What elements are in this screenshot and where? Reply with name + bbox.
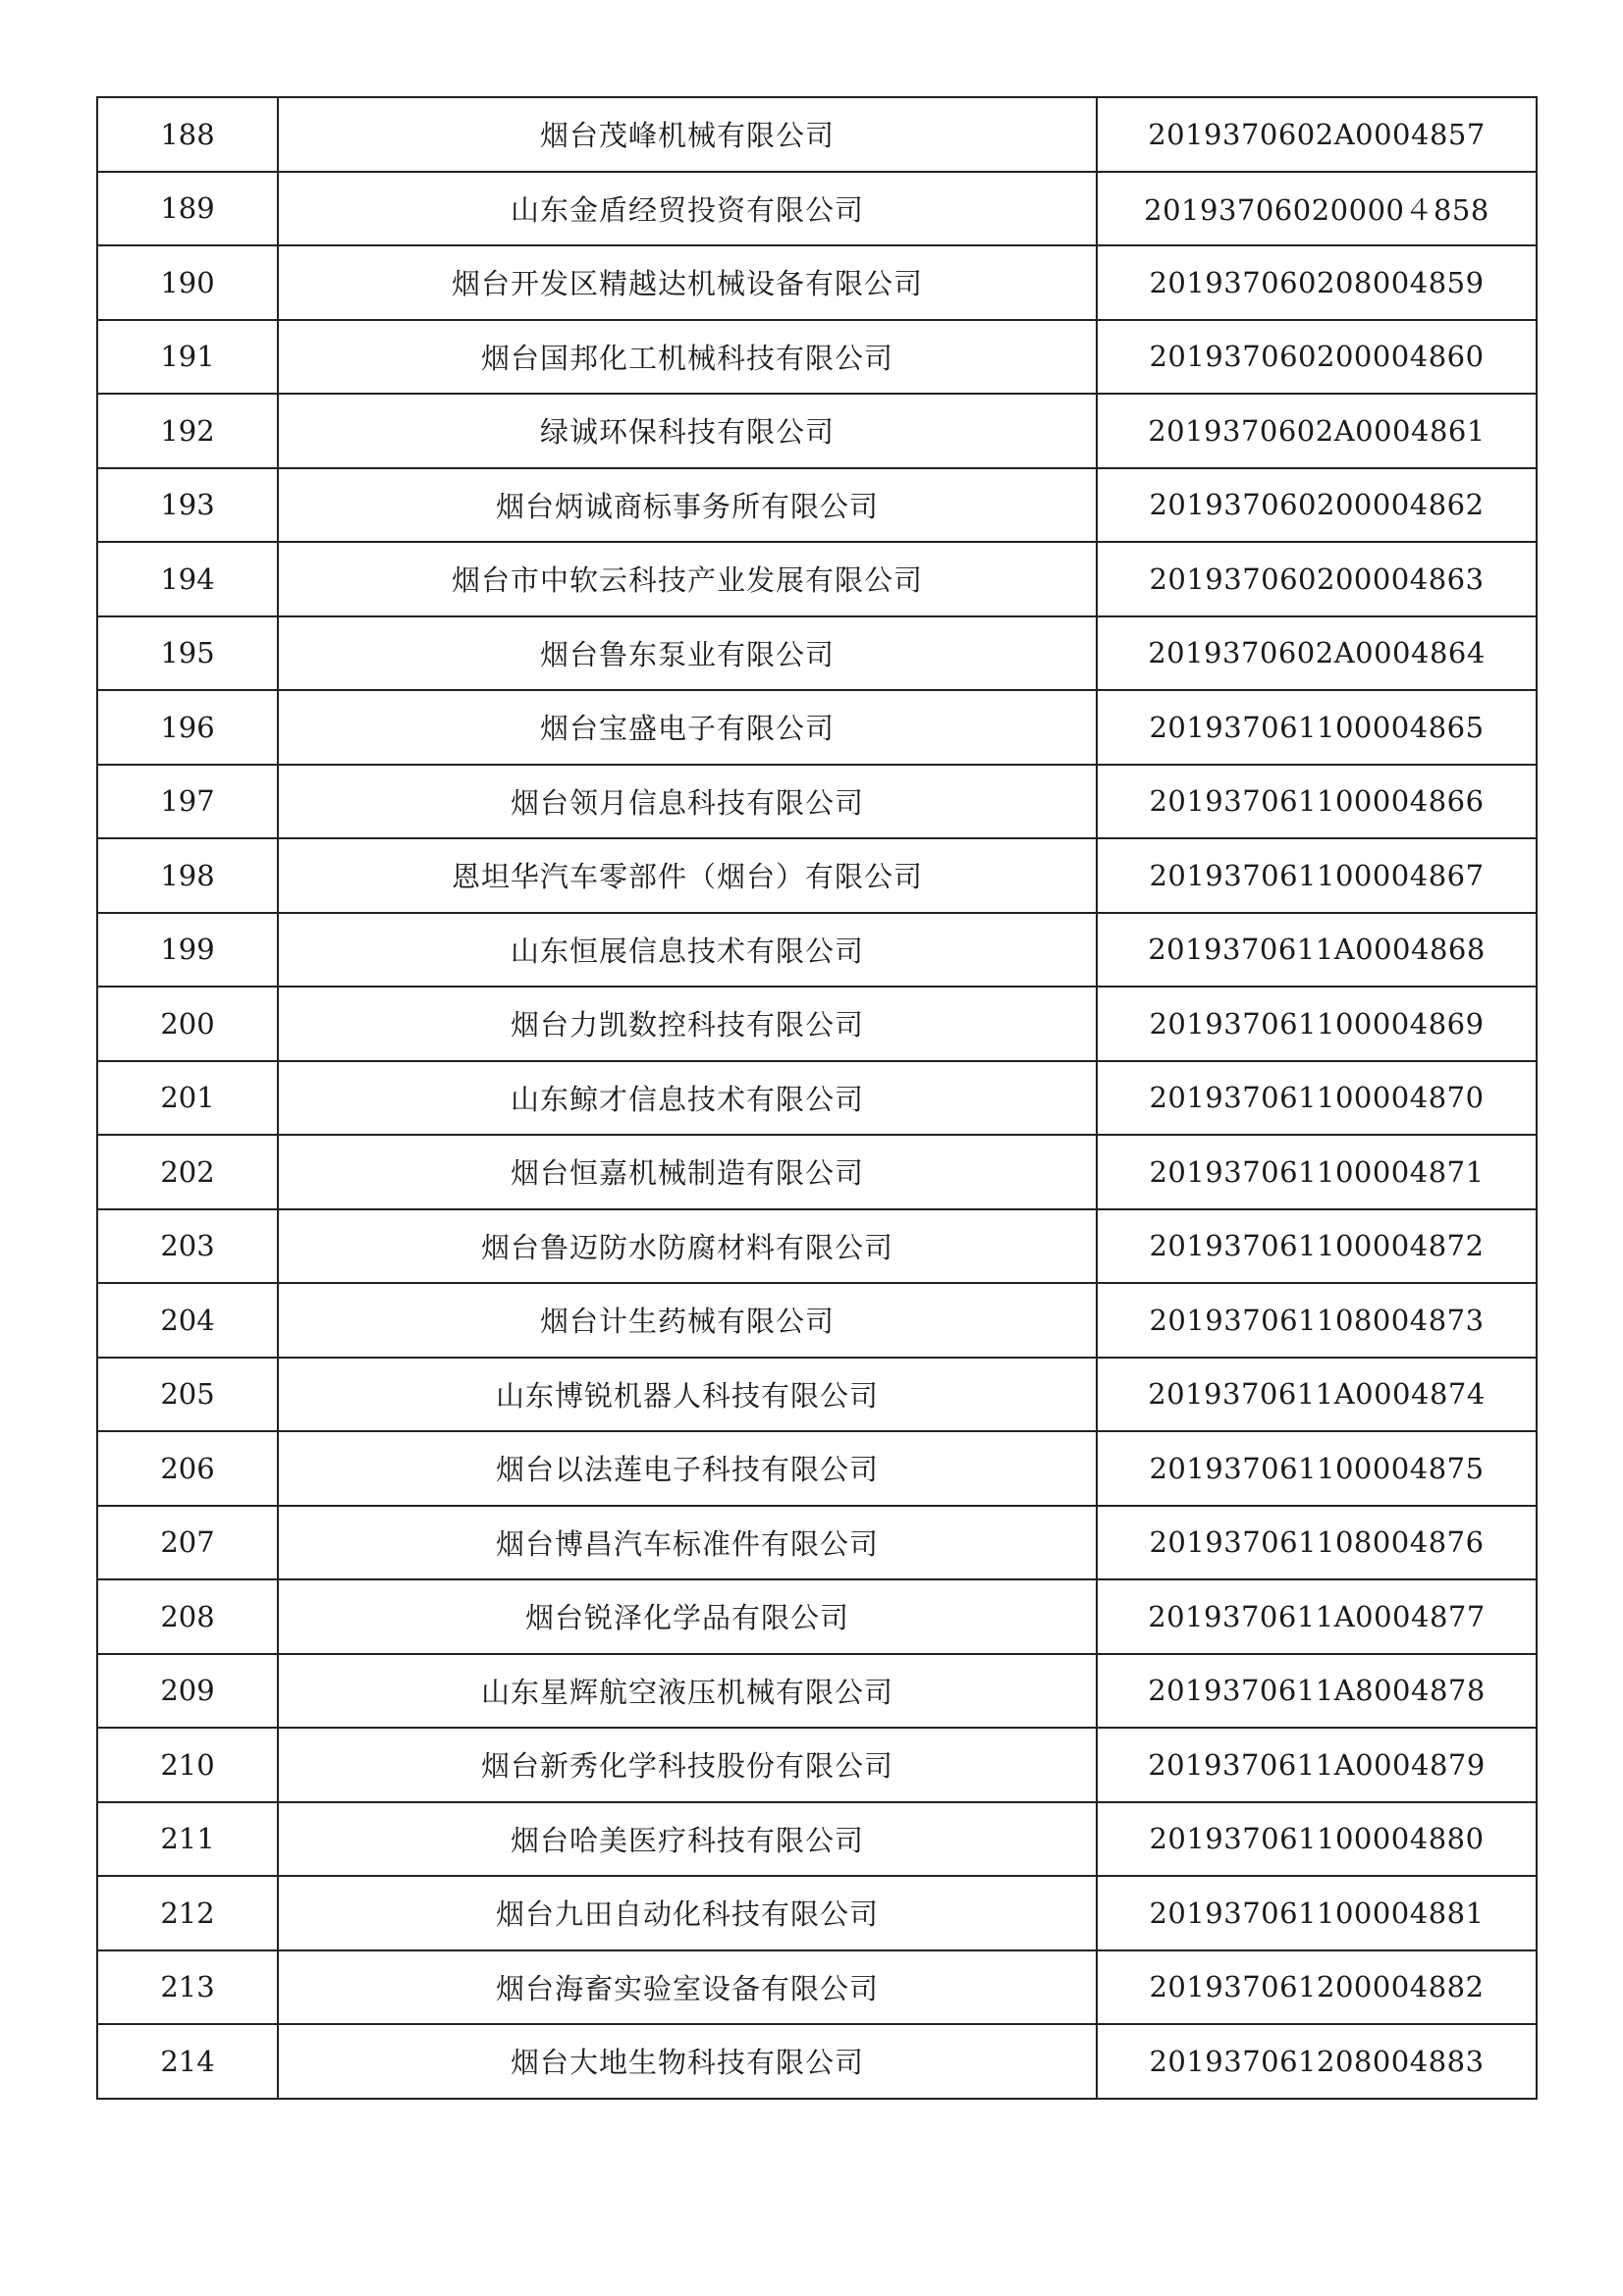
- registration-code-cell: 201937061100004867: [1097, 838, 1537, 913]
- row-number-cell: 202: [97, 1135, 278, 1209]
- table-row: [97, 1950, 1537, 2025]
- registration-code-cell: 201937061100004865: [1097, 690, 1537, 765]
- company-name-cell: 烟台九田自动化科技有限公司: [278, 1876, 1097, 1950]
- table-row: [97, 765, 1537, 839]
- table-row: [97, 2024, 1537, 2099]
- row-number-cell: 201: [97, 1061, 278, 1136]
- company-name-cell: 山东鲸才信息技术有限公司: [278, 1061, 1097, 1136]
- row-number-cell: 207: [97, 1506, 278, 1580]
- registration-code-cell: 2019370611A0004874: [1097, 1358, 1537, 1432]
- company-name-cell: 烟台市中软云科技产业发展有限公司: [278, 542, 1097, 616]
- company-name-cell: 烟台恒嘉机械制造有限公司: [278, 1135, 1097, 1209]
- company-name-cell: 山东金盾经贸投资有限公司: [278, 172, 1097, 246]
- row-number-cell: 206: [97, 1431, 278, 1506]
- row-number-cell: 200: [97, 987, 278, 1061]
- registration-code-cell: 201937060200004860: [1097, 320, 1537, 395]
- registration-code-cell: 201937061100004870: [1097, 1061, 1537, 1136]
- company-name-cell: 烟台博昌汽车标准件有限公司: [278, 1506, 1097, 1580]
- table-row: [97, 1728, 1537, 1802]
- company-name-cell: 烟台海畜实验室设备有限公司: [278, 1950, 1097, 2025]
- company-name-cell: 烟台开发区精越达机械设备有限公司: [278, 245, 1097, 320]
- registration-code-cell: 2019370602A0004857: [1097, 97, 1537, 172]
- company-name-cell: 烟台炳诚商标事务所有限公司: [278, 468, 1097, 543]
- company-name-cell: 烟台茂峰机械有限公司: [278, 97, 1097, 172]
- row-number-cell: 192: [97, 394, 278, 468]
- company-registration-table: [96, 96, 1538, 2100]
- table-row: [97, 838, 1537, 913]
- table-row: [97, 320, 1537, 395]
- table-row: [97, 1506, 1537, 1580]
- registration-code-cell: 201937061100004869: [1097, 987, 1537, 1061]
- registration-code-cell: 201937060200004862: [1097, 468, 1537, 543]
- row-number-cell: 194: [97, 542, 278, 616]
- row-number-cell: 211: [97, 1802, 278, 1877]
- table-row: [97, 1061, 1537, 1136]
- company-name-cell: 山东博锐机器人科技有限公司: [278, 1358, 1097, 1432]
- row-number-cell: 199: [97, 913, 278, 988]
- registration-code-cell: 20193706020000４858: [1097, 172, 1537, 246]
- row-number-cell: 205: [97, 1358, 278, 1432]
- table-row: [97, 1802, 1537, 1877]
- company-name-cell: 烟台领月信息科技有限公司: [278, 765, 1097, 839]
- registration-code-cell: 2019370602A0004864: [1097, 616, 1537, 691]
- registration-code-cell: 201937061108004876: [1097, 1506, 1537, 1580]
- row-number-cell: 196: [97, 690, 278, 765]
- row-number-cell: 204: [97, 1283, 278, 1358]
- registration-code-cell: 201937061100004872: [1097, 1209, 1537, 1284]
- registration-code-cell: 201937061100004871: [1097, 1135, 1537, 1209]
- table-row: [97, 542, 1537, 616]
- company-name-cell: 绿诚环保科技有限公司: [278, 394, 1097, 468]
- registration-code-cell: 2019370611A0004879: [1097, 1728, 1537, 1802]
- row-number-cell: 188: [97, 97, 278, 172]
- row-number-cell: 210: [97, 1728, 278, 1802]
- company-name-cell: 山东星辉航空液压机械有限公司: [278, 1654, 1097, 1729]
- company-name-cell: 烟台鲁东泵业有限公司: [278, 616, 1097, 691]
- registration-code-cell: 2019370611A0004868: [1097, 913, 1537, 988]
- table-row: [97, 987, 1537, 1061]
- company-name-cell: 烟台哈美医疗科技有限公司: [278, 1802, 1097, 1877]
- table-row: [97, 172, 1537, 246]
- row-number-cell: 198: [97, 838, 278, 913]
- company-name-cell: 烟台锐泽化学品有限公司: [278, 1579, 1097, 1654]
- table-row: [97, 1358, 1537, 1432]
- row-number-cell: 214: [97, 2024, 278, 2099]
- row-number-cell: 213: [97, 1950, 278, 2025]
- registration-code-cell: 201937061100004875: [1097, 1431, 1537, 1506]
- registration-code-cell: 201937060200004863: [1097, 542, 1537, 616]
- registration-code-cell: 2019370602A0004861: [1097, 394, 1537, 468]
- row-number-cell: 212: [97, 1876, 278, 1950]
- registration-code-cell: 201937061100004880: [1097, 1802, 1537, 1877]
- row-number-cell: 195: [97, 616, 278, 691]
- table-row: [97, 1654, 1537, 1729]
- company-name-cell: 烟台以法莲电子科技有限公司: [278, 1431, 1097, 1506]
- registration-code-cell: 201937061208004883: [1097, 2024, 1537, 2099]
- table-row: [97, 1579, 1537, 1654]
- company-name-cell: 恩坦华汽车零部件（烟台）有限公司: [278, 838, 1097, 913]
- row-number-cell: 197: [97, 765, 278, 839]
- table-row: [97, 1135, 1537, 1209]
- table-row: [97, 1209, 1537, 1284]
- company-name-cell: 烟台大地生物科技有限公司: [278, 2024, 1097, 2099]
- registration-code-cell: 201937061200004882: [1097, 1950, 1537, 2025]
- table-row: [97, 394, 1537, 468]
- table-row: [97, 1431, 1537, 1506]
- row-number-cell: 209: [97, 1654, 278, 1729]
- table-row: [97, 97, 1537, 172]
- row-number-cell: 193: [97, 468, 278, 543]
- company-name-cell: 烟台鲁迈防水防腐材料有限公司: [278, 1209, 1097, 1284]
- row-number-cell: 189: [97, 172, 278, 246]
- company-name-cell: 烟台国邦化工机械科技有限公司: [278, 320, 1097, 395]
- row-number-cell: 190: [97, 245, 278, 320]
- company-name-cell: 烟台新秀化学科技股份有限公司: [278, 1728, 1097, 1802]
- company-name-cell: 山东恒展信息技术有限公司: [278, 913, 1097, 988]
- table-row: [97, 468, 1537, 543]
- registration-code-cell: 2019370611A0004877: [1097, 1579, 1537, 1654]
- registration-code-cell: 201937060208004859: [1097, 245, 1537, 320]
- row-number-cell: 203: [97, 1209, 278, 1284]
- table-row: [97, 616, 1537, 691]
- table-row: [97, 245, 1537, 320]
- table-body: [97, 97, 1537, 2099]
- table-row: [97, 1283, 1537, 1358]
- table-row: [97, 913, 1537, 988]
- registration-code-cell: 201937061108004873: [1097, 1283, 1537, 1358]
- company-name-cell: 烟台力凯数控科技有限公司: [278, 987, 1097, 1061]
- table-row: [97, 690, 1537, 765]
- row-number-cell: 191: [97, 320, 278, 395]
- registration-code-cell: 201937061100004881: [1097, 1876, 1537, 1950]
- company-name-cell: 烟台宝盛电子有限公司: [278, 690, 1097, 765]
- registration-code-cell: 2019370611A8004878: [1097, 1654, 1537, 1729]
- company-name-cell: 烟台计生药械有限公司: [278, 1283, 1097, 1358]
- row-number-cell: 208: [97, 1579, 278, 1654]
- table-row: [97, 1876, 1537, 1950]
- registration-code-cell: 201937061100004866: [1097, 765, 1537, 839]
